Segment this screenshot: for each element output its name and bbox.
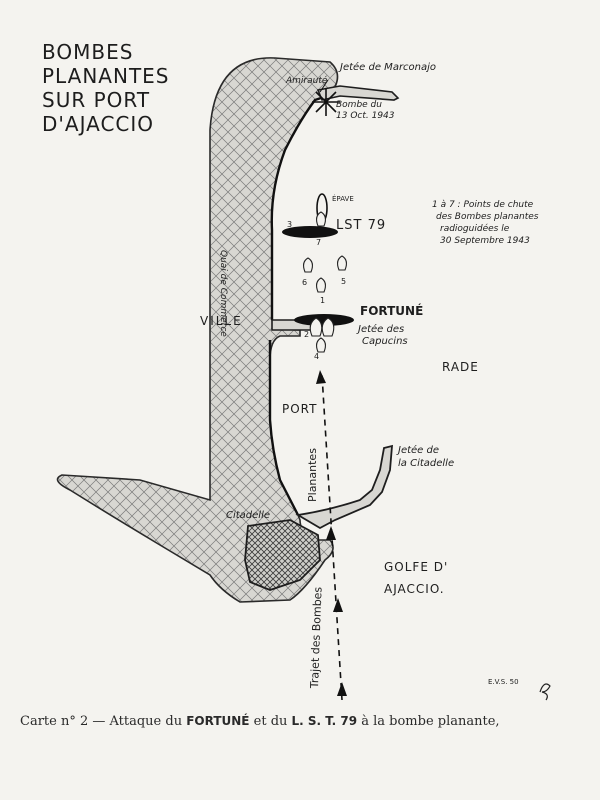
impact-number-3: 3 xyxy=(287,220,293,229)
label-bombe-line2: 13 Oct. 1943 xyxy=(336,111,395,121)
splash-icon xyxy=(317,338,326,352)
impact-number-1: 1 xyxy=(320,296,326,305)
label-citadelle: Citadelle xyxy=(226,510,271,521)
label-jetee-capucins-2: Capucins xyxy=(362,336,408,347)
label-lst79: LST 79 xyxy=(336,218,387,233)
legend-line-3: radioguidées le xyxy=(440,224,510,234)
label-amiraute: Amirauté xyxy=(286,76,328,86)
trajectory-arrow-icon xyxy=(333,598,343,612)
splash-icon xyxy=(304,258,313,272)
splash-icon xyxy=(317,212,326,226)
impact-number-5: 5 xyxy=(341,277,347,286)
splash-icon xyxy=(317,278,326,292)
label-golfe-2: AJACCIO. xyxy=(384,582,445,596)
caption-prefix: Carte n° 2 — Attaque du xyxy=(20,714,183,729)
label-jetee-capucins-1: Jetée des xyxy=(358,324,405,335)
impact-number-6: 6 xyxy=(302,278,308,287)
impact-number-7: 7 xyxy=(316,238,322,247)
trajectory-arrow-icon xyxy=(326,526,336,540)
caption-ship-lst79: L. S. T. 79 xyxy=(291,714,358,728)
label-signature: E.V.S. 50 xyxy=(488,678,519,686)
title-line-2: PLANANTES xyxy=(42,64,170,88)
label-port: PORT xyxy=(282,402,318,416)
label-ville: VILLE xyxy=(200,314,243,328)
trajectory-arrow-icon xyxy=(316,370,326,384)
label-bombe-line1: Bombe du xyxy=(336,100,382,110)
legend-line-4: 30 Septembre 1943 xyxy=(440,236,530,246)
signature-mark xyxy=(540,684,550,700)
label-rade: RADE xyxy=(442,360,479,374)
label-jetee-citadelle-2: la Citadelle xyxy=(398,458,455,469)
label-jetee-citadelle-1: Jetée de xyxy=(398,445,440,456)
caption-ship-fortune: FORTUNÉ xyxy=(186,714,250,728)
label-quai-commerce: Quai de Commerce xyxy=(218,250,228,337)
map-caption xyxy=(20,714,500,729)
splash-icon xyxy=(338,256,347,270)
impact-number-4: 4 xyxy=(314,352,320,361)
title-line-1: BOMBES xyxy=(42,40,134,64)
caption-middle: et du xyxy=(253,714,288,729)
caption-suffix: à la bombe planante, xyxy=(361,714,500,729)
title-line-4: D'AJACCIO xyxy=(42,112,155,136)
trajectory-arrow-icon xyxy=(337,682,347,696)
label-golfe-1: GOLFE D' xyxy=(384,560,449,574)
label-planantes: Planantes xyxy=(306,448,319,502)
label-trajet-bombes: Trajet des Bombes xyxy=(308,586,325,689)
label-epave: ÉPAVE xyxy=(332,195,354,203)
legend-line-1: 1 à 7 : Points de chute xyxy=(432,200,534,210)
label-jetee-marconajo: Jetée de Marconajo xyxy=(340,62,437,73)
impact-number-2: 2 xyxy=(304,330,310,339)
label-fortune: FORTUNÉ xyxy=(360,304,424,318)
legend-line-2: des Bombes planantes xyxy=(436,212,539,222)
title-line-3: SUR PORT xyxy=(42,88,151,112)
